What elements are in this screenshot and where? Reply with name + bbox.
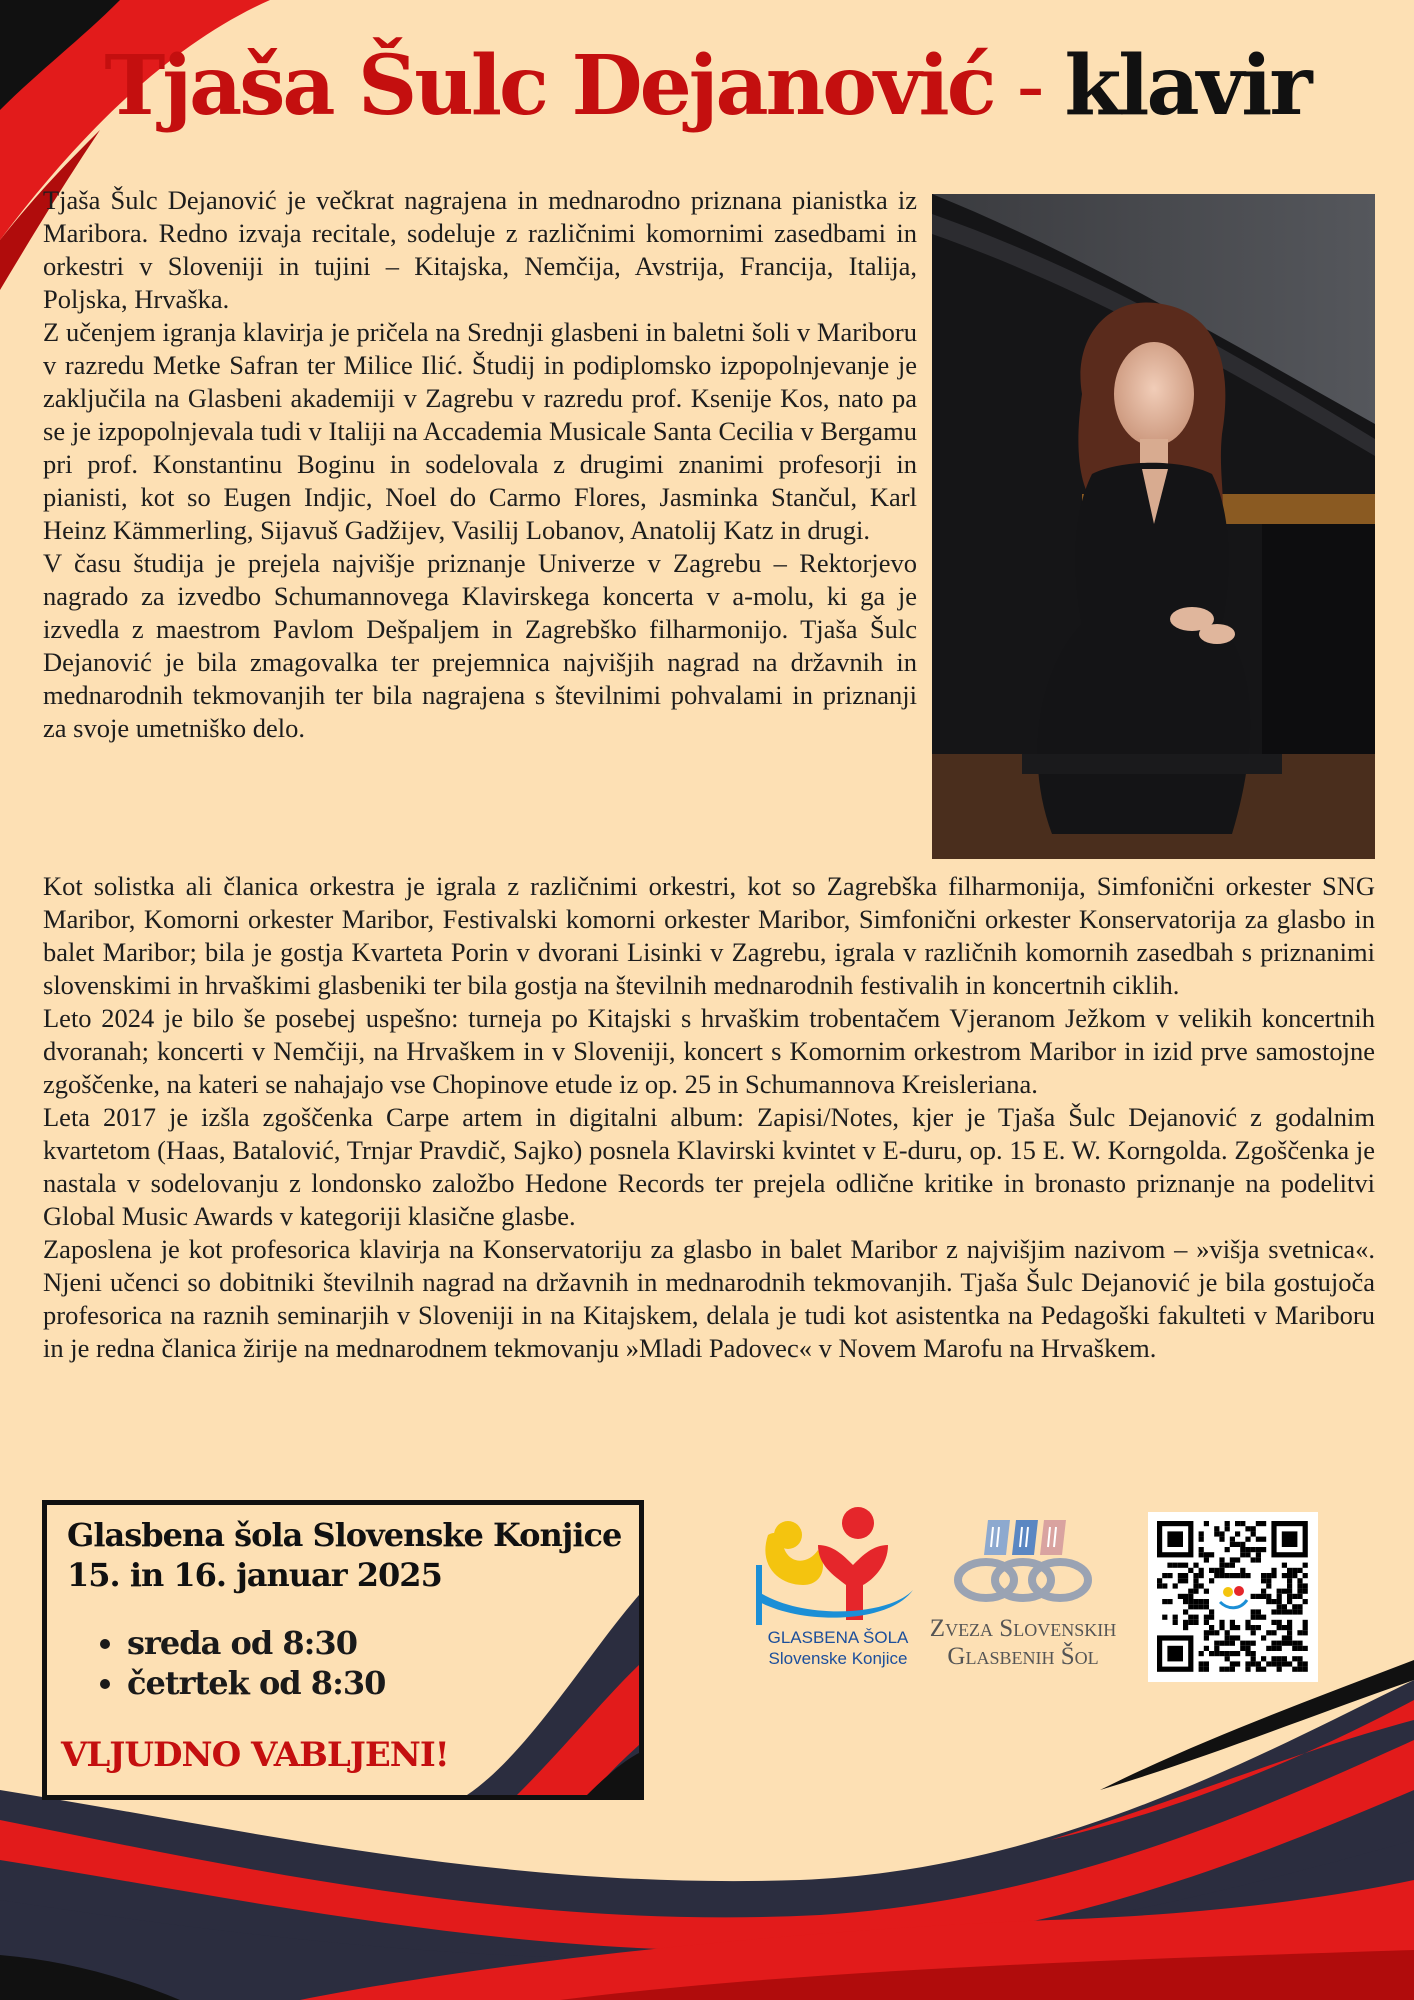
- event-venue: Glasbena šola Slovenske Konjice: [67, 1516, 622, 1554]
- event-time-item: • četrtek od 8:30: [127, 1663, 385, 1703]
- bio-top-column: [43, 184, 917, 745]
- title-dash: -: [993, 39, 1065, 134]
- event-time-item: • sreda od 8:30: [127, 1623, 385, 1663]
- invitation-text: VLJUDNO VABLJENI!: [61, 1735, 449, 1775]
- union-logo-caption: [918, 1615, 1128, 1671]
- event-venue-and-date: [67, 1515, 621, 1595]
- music-schools-union-logo: [918, 1515, 1128, 1685]
- music-school-emblem-icon: [748, 1505, 913, 1630]
- page-title: [0, 38, 1414, 134]
- title-name: Tjaša Šulc Dejanović: [104, 38, 994, 134]
- pianist-photo-illustration: [932, 194, 1375, 859]
- union-chain-icon: [918, 1515, 1128, 1610]
- school-logo-line2: Slovenske Konjice: [768, 1649, 908, 1668]
- event-info-box: [42, 1500, 644, 1800]
- school-logo-caption: [763, 1627, 913, 1669]
- bio-paragraph: Leto 2024 je bilo še posebej uspešno: turneja po Kitajski s hrvaškim trobentačem Vjeranom Ježkom v velikih koncertnih dvoranah; koncerti v Nemčiji, na Hrvaškem in v Sloveniji, koncert s Komornim orkestrom Maribor in izid prve samostojne zgoščenke, na kateri se nahajajo vse Chopinove etude iz op. 25 in Schumannova Kreisleriana.: [43, 1003, 1375, 1099]
- bio-bottom-section: [43, 870, 1375, 1365]
- union-logo-line1: Zveza Slovenskih: [929, 1615, 1117, 1642]
- qr-code-icon: [1148, 1512, 1318, 1682]
- music-school-logo: [748, 1505, 913, 1680]
- title-instrument: klavir: [1064, 38, 1310, 134]
- bio-paragraph: Z učenjem igranja klavirja je pričela na Srednji glasbeni in baletni šoli v Mariboru v razredu Metke Safran ter Milice Ilić. Študij in podiplomsko izpopolnjevanje je zaključila na Glasbeni akademiji v Zagrebu v razredu prof. Ksenije Kos, nato pa se je izpopolnjevala tudi v Italiji na Accademia Musicale Santa Cecilia v Bergamu pri prof. Konstantinu Boginu in sodelovala z drugimi znanimi profesorji in pianisti, kot so Eugen Indjic, Noel do Carmo Flores, Jasminka Stančul, Karl Heinz Kämmerling, Sijavuš Gadžijev, Vasilij Lobanov, Anatolij Katz in drugi.: [43, 317, 917, 545]
- bio-paragraph: Tjaša Šulc Dejanović je večkrat nagrajena in mednarodno priznana pianistka iz Maribora. Redno izvaja recitale, sodeluje z različnimi komornimi zasedbami in orkestri v Sloveniji in tujini – Kitajska, Nemčija, Avstrija, Francija, Italija, Poljska, Hrvaška.: [43, 185, 917, 314]
- event-times-list: [87, 1623, 385, 1703]
- school-logo-line1: GLASBENA ŠOLA: [767, 1628, 909, 1647]
- union-logo-line2: Glasbenih Šol: [947, 1643, 1099, 1670]
- bio-paragraph: Zaposlena je kot profesorica klavirja na Konservatoriju za glasbo in balet Maribor z najvišjim nazivom – »višja svetnica«. Njeni učenci so dobitniki številnih nagrad na državnih in mednarodnih tekmovanjih. Tjaša Šulc Dejanović je bila gostujoča profesorica na raznih seminarjih v Sloveniji in na Kitajskem, delala je tudi kot asistentka na Pedagoški fakulteti v Mariboru in je redna članica žirije na mednarodnem tekmovanju »Mladi Padovec« v Novem Marofu na Hrvaškem.: [43, 1234, 1375, 1363]
- bio-paragraph: Kot solistka ali članica orkestra je igrala z različnimi orkestri, kot so Zagrebška filharmonija, Simfonični orkester SNG Maribor, Komorni orkester Maribor, Festivalski komorni orkester Maribor, Simfonični orkester Konservatorija za glasbo in balet Maribor; bila je gostja Kvarteta Porin v dvorani Lisinki v Zagrebu, igrala v različnih komornih zasedbah s priznanimi slovenskimi in hrvaškimi glasbeniki ter bila gostja na številnih mednarodnih festivalih in koncertnih ciklih.: [43, 871, 1375, 1000]
- bio-paragraph: Leta 2017 je izšla zgoščenka Carpe artem in digitalni album: Zapisi/Notes, kjer je Tjaša Šulc Dejanović z godalnim kvartetom (Haas, Batalović, Trnjar Pravdič, Sajko) posnela Klavirski kvintet v E-duru, op. 15 E. W. Korngolda. Zgoščenka je nastala v sodelovanju z londonsko založbo Hedone Records ter prejela odlične kritike in bronasto priznanje na podelitvi Global Music Awards v kategoriji klasične glasbe.: [43, 1102, 1375, 1231]
- event-dates: 15. in 16. januar 2025: [67, 1556, 442, 1594]
- qr-code[interactable]: [1148, 1512, 1318, 1682]
- bio-paragraph: V času študija je prejela najvišje priznanje Univerze v Zagrebu – Rektorjevo nagrado za izvedbo Schumannovega Klavirskega koncerta v a-molu, ki ga je izvedla z maestrom Pavlom Dešpaljem in Zagrebško filharmonijo. Tjaša Šulc Dejanović je bila zmagovalka ter prejemnica najvišjih nagrad na državnih in mednarodnih tekmovanjih ter bila nagrajena s številnimi pohvalami in priznanji za svoje umetniško delo.: [43, 548, 917, 743]
- pianist-photo: [932, 194, 1375, 859]
